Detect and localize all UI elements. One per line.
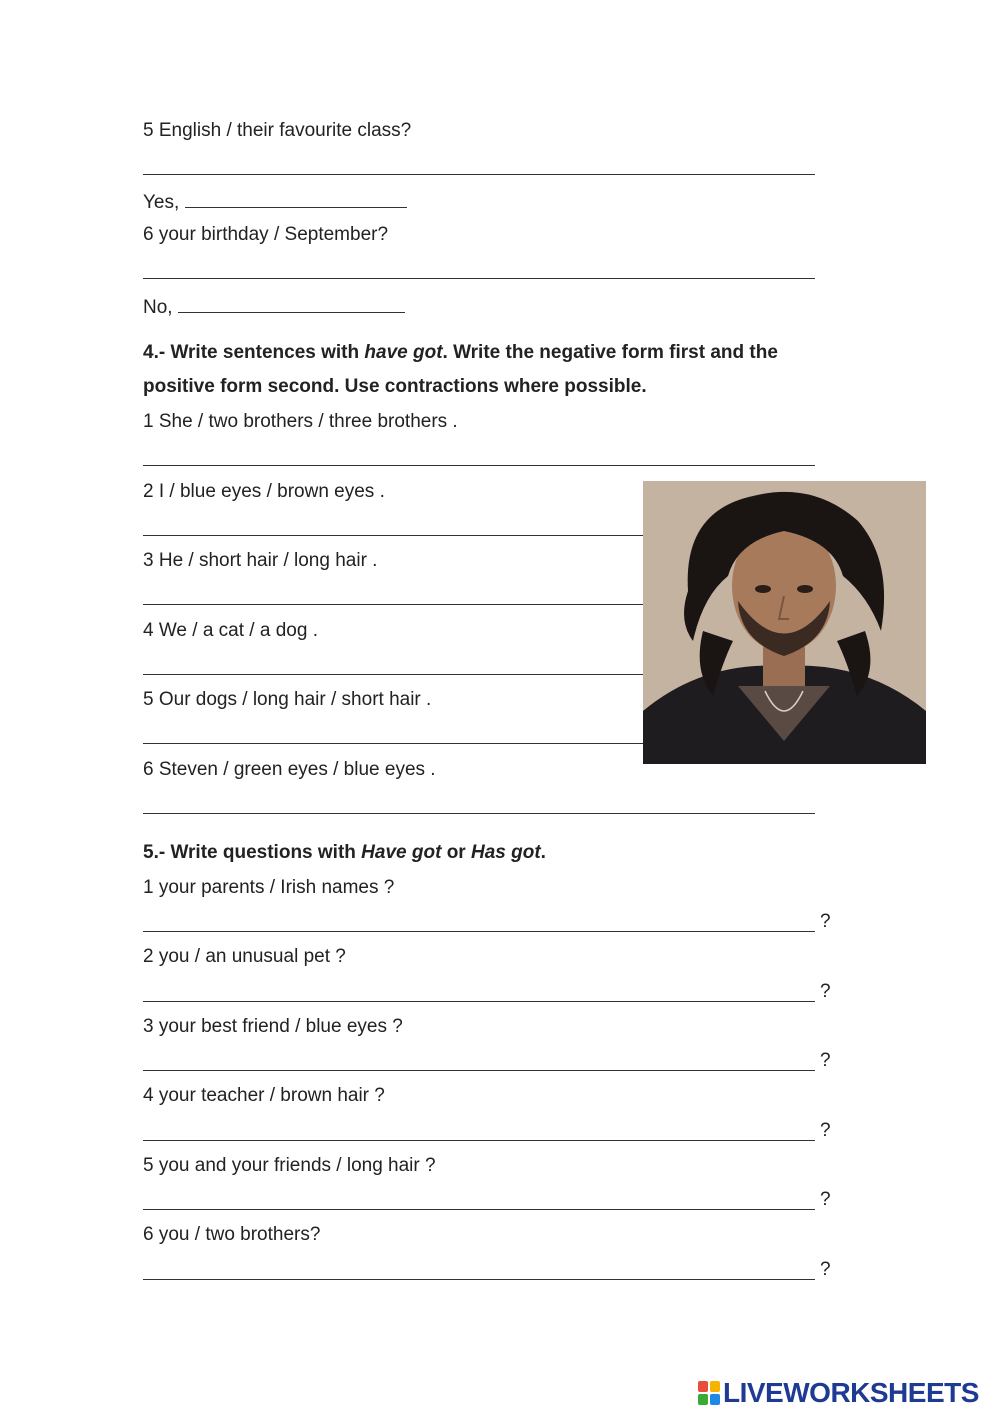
q6-answer-blank[interactable] [178, 294, 405, 313]
section4-item-1: 1 She / two brothers / three brothers . [143, 411, 458, 432]
portrait-illustration [643, 481, 926, 764]
section4-heading-rest: . Write the negative form first and the [442, 342, 778, 363]
question-mark-6: ? [820, 1259, 831, 1280]
section5-item-5: 5 you and your friends / long hair ? [143, 1155, 436, 1176]
section5-item-3: 3 your best friend / blue eyes ? [143, 1016, 403, 1037]
section5-item-1: 1 your parents / Irish names ? [143, 877, 395, 898]
q5-answer-blank[interactable] [185, 189, 407, 208]
answer-line-4-3[interactable] [143, 604, 643, 605]
portrait-photo [643, 481, 926, 764]
q5-prompt: 5 English / their favourite class? [143, 120, 412, 141]
question-mark-5: ? [820, 1189, 831, 1210]
liveworksheets-logo-text: LIVEWORKSHEETS [723, 1377, 979, 1408]
answer-line-4-2[interactable] [143, 535, 643, 536]
section4-item-4: 4 We / a cat / a dog . [143, 620, 318, 641]
question-mark-3: ? [820, 1050, 831, 1071]
q6-answer[interactable] [143, 294, 405, 319]
answer-line-3-6[interactable] [143, 278, 815, 279]
answer-line-3-5[interactable] [143, 174, 815, 175]
answer-line-5-1[interactable] [143, 931, 815, 932]
answer-line-4-6[interactable] [143, 813, 815, 814]
section4-item-5: 5 Our dogs / long hair / short hair . [143, 689, 432, 710]
section4-heading-line2: positive form second. Use contractions where possible. [143, 376, 647, 397]
section4-item-6: 6 Steven / green eyes / blue eyes . [143, 759, 436, 780]
section4-heading-line1 [143, 342, 778, 364]
section4-item-3: 3 He / short hair / long hair . [143, 550, 378, 571]
q5-answer-prefix: Yes, [143, 192, 180, 213]
section5-item-4: 4 your teacher / brown hair ? [143, 1085, 385, 1106]
section5-heading-mid: or [441, 842, 471, 863]
question-mark-2: ? [820, 981, 831, 1002]
q6-prompt: 6 your birthday / September? [143, 224, 389, 245]
liveworksheets-logo[interactable] [698, 1378, 979, 1408]
answer-line-5-3[interactable] [143, 1070, 815, 1071]
section5-heading-em1: Have got [361, 842, 442, 863]
section5-heading-em2: Has got [470, 842, 541, 863]
section5-heading [143, 842, 546, 864]
answer-line-5-5[interactable] [143, 1209, 815, 1210]
section4-item-2: 2 I / blue eyes / brown eyes . [143, 481, 385, 502]
q6-answer-prefix: No, [143, 297, 173, 318]
answer-line-5-6[interactable] [143, 1279, 815, 1280]
answer-line-5-2[interactable] [143, 1001, 815, 1002]
section5-heading-end: . [540, 842, 546, 863]
section4-heading-em: have got [364, 342, 443, 363]
answer-line-4-5[interactable] [143, 743, 643, 744]
liveworksheets-logo-icon [698, 1381, 720, 1405]
section5-item-2: 2 you / an unusual pet ? [143, 946, 346, 967]
question-mark-1: ? [820, 911, 831, 932]
section5-heading-start: 5.- Write questions with [143, 842, 362, 863]
answer-line-4-1[interactable] [143, 465, 815, 466]
section5-item-6: 6 you / two brothers? [143, 1224, 321, 1245]
section4-heading-start: 4.- Write sentences with [143, 342, 365, 363]
answer-line-4-4[interactable] [143, 674, 643, 675]
q5-answer[interactable] [143, 189, 407, 214]
question-mark-4: ? [820, 1120, 831, 1141]
answer-line-5-4[interactable] [143, 1140, 815, 1141]
